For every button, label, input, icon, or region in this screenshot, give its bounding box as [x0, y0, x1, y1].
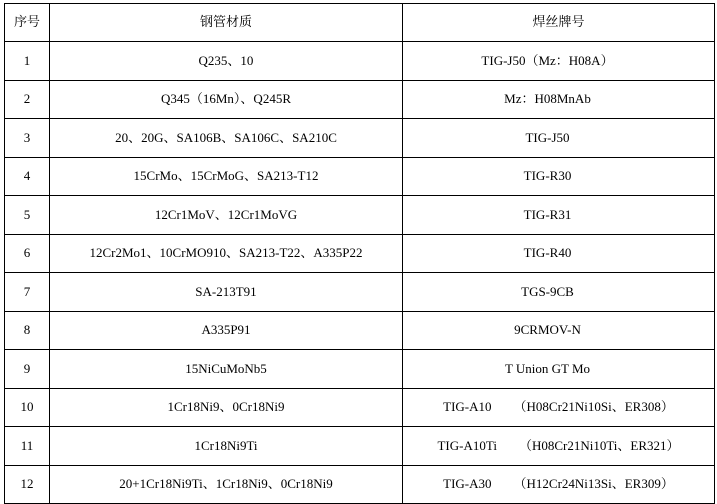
cell-no: 7: [5, 273, 50, 312]
cell-wire: [403, 196, 715, 235]
cell-no: 8: [5, 311, 50, 350]
cell-wire-suffix: （H08Cr21Ni10Ti、ER321）: [518, 437, 680, 453]
cell-no: 3: [5, 119, 50, 158]
cell-material: 15CrMo、15CrMoG、SA213-T12: [50, 157, 403, 196]
cell-no: 1: [5, 42, 50, 81]
cell-wire: [403, 157, 715, 196]
cell-material: 15NiCuMoNb5: [50, 350, 403, 389]
table-body: [5, 42, 715, 504]
cell-no: 5: [5, 196, 50, 235]
cell-wire-name: TIG-J50（Mz：H08A）: [481, 52, 614, 68]
cell-no: 6: [5, 234, 50, 273]
cell-wire-name: Mz：H08MnAb: [504, 91, 591, 107]
cell-wire-name: 9CRMOV-N: [514, 322, 581, 338]
table-row: [5, 427, 715, 466]
table-row: [5, 234, 715, 273]
cell-no: 2: [5, 80, 50, 119]
cell-material: SA-213T91: [50, 273, 403, 312]
cell-wire-name: T Union GT Mo: [504, 360, 591, 376]
column-header-wire: 焊丝牌号: [403, 4, 715, 42]
column-header-material: 钢管材质: [50, 4, 403, 42]
column-header-no: 序号: [5, 4, 50, 42]
cell-wire-name: TIG-A30: [443, 476, 492, 492]
cell-wire-name: TIG-J50: [525, 129, 570, 145]
table-row: [5, 311, 715, 350]
table-row: [5, 42, 715, 81]
cell-no: 11: [5, 427, 50, 466]
cell-material: A335P91: [50, 311, 403, 350]
cell-material: 1Cr18Ni9Ti: [50, 427, 403, 466]
cell-wire: [403, 234, 715, 273]
table-row: [5, 80, 715, 119]
cell-wire: [403, 388, 715, 427]
cell-wire-name: TIG-A10Ti: [437, 437, 497, 453]
cell-no: 4: [5, 157, 50, 196]
cell-wire: [403, 273, 715, 312]
table-row: [5, 119, 715, 158]
table-row: [5, 350, 715, 389]
table-header: [5, 4, 715, 42]
cell-wire-name: TIG-R40: [523, 245, 572, 261]
cell-wire-suffix: （H12Cr24Ni13Si、ER309）: [513, 476, 674, 492]
cell-wire: [403, 350, 715, 389]
cell-wire: [403, 465, 715, 504]
table-header-row: [5, 4, 715, 42]
cell-no: 12: [5, 465, 50, 504]
cell-no: 9: [5, 350, 50, 389]
cell-wire-name: TIG-R31: [523, 206, 572, 222]
cell-wire: [403, 42, 715, 81]
weld-wire-table: [4, 3, 715, 504]
cell-material: 20、20G、SA106B、SA106C、SA210C: [50, 119, 403, 158]
table-row: [5, 157, 715, 196]
table-row: [5, 465, 715, 504]
cell-material: 1Cr18Ni9、0Cr18Ni9: [50, 388, 403, 427]
cell-material: 20+1Cr18Ni9Ti、1Cr18Ni9、0Cr18Ni9: [50, 465, 403, 504]
cell-material: Q235、10: [50, 42, 403, 81]
cell-wire-name: TIG-R30: [523, 168, 572, 184]
cell-material: 12Cr2Mo1、10CrMO910、SA213-T22、A335P22: [50, 234, 403, 273]
cell-wire-name: TGS-9CB: [521, 283, 574, 299]
cell-wire-suffix: （H08Cr21Ni10Si、ER308）: [513, 399, 674, 415]
cell-wire: [403, 427, 715, 466]
cell-material: Q345（16Mn）、Q245R: [50, 80, 403, 119]
cell-no: 10: [5, 388, 50, 427]
cell-material: 12Cr1MoV、12Cr1MoVG: [50, 196, 403, 235]
cell-wire: [403, 80, 715, 119]
table-row: [5, 388, 715, 427]
table-row: [5, 196, 715, 235]
cell-wire: [403, 119, 715, 158]
table-row: [5, 273, 715, 312]
cell-wire-name: TIG-A10: [443, 399, 492, 415]
cell-wire: [403, 311, 715, 350]
